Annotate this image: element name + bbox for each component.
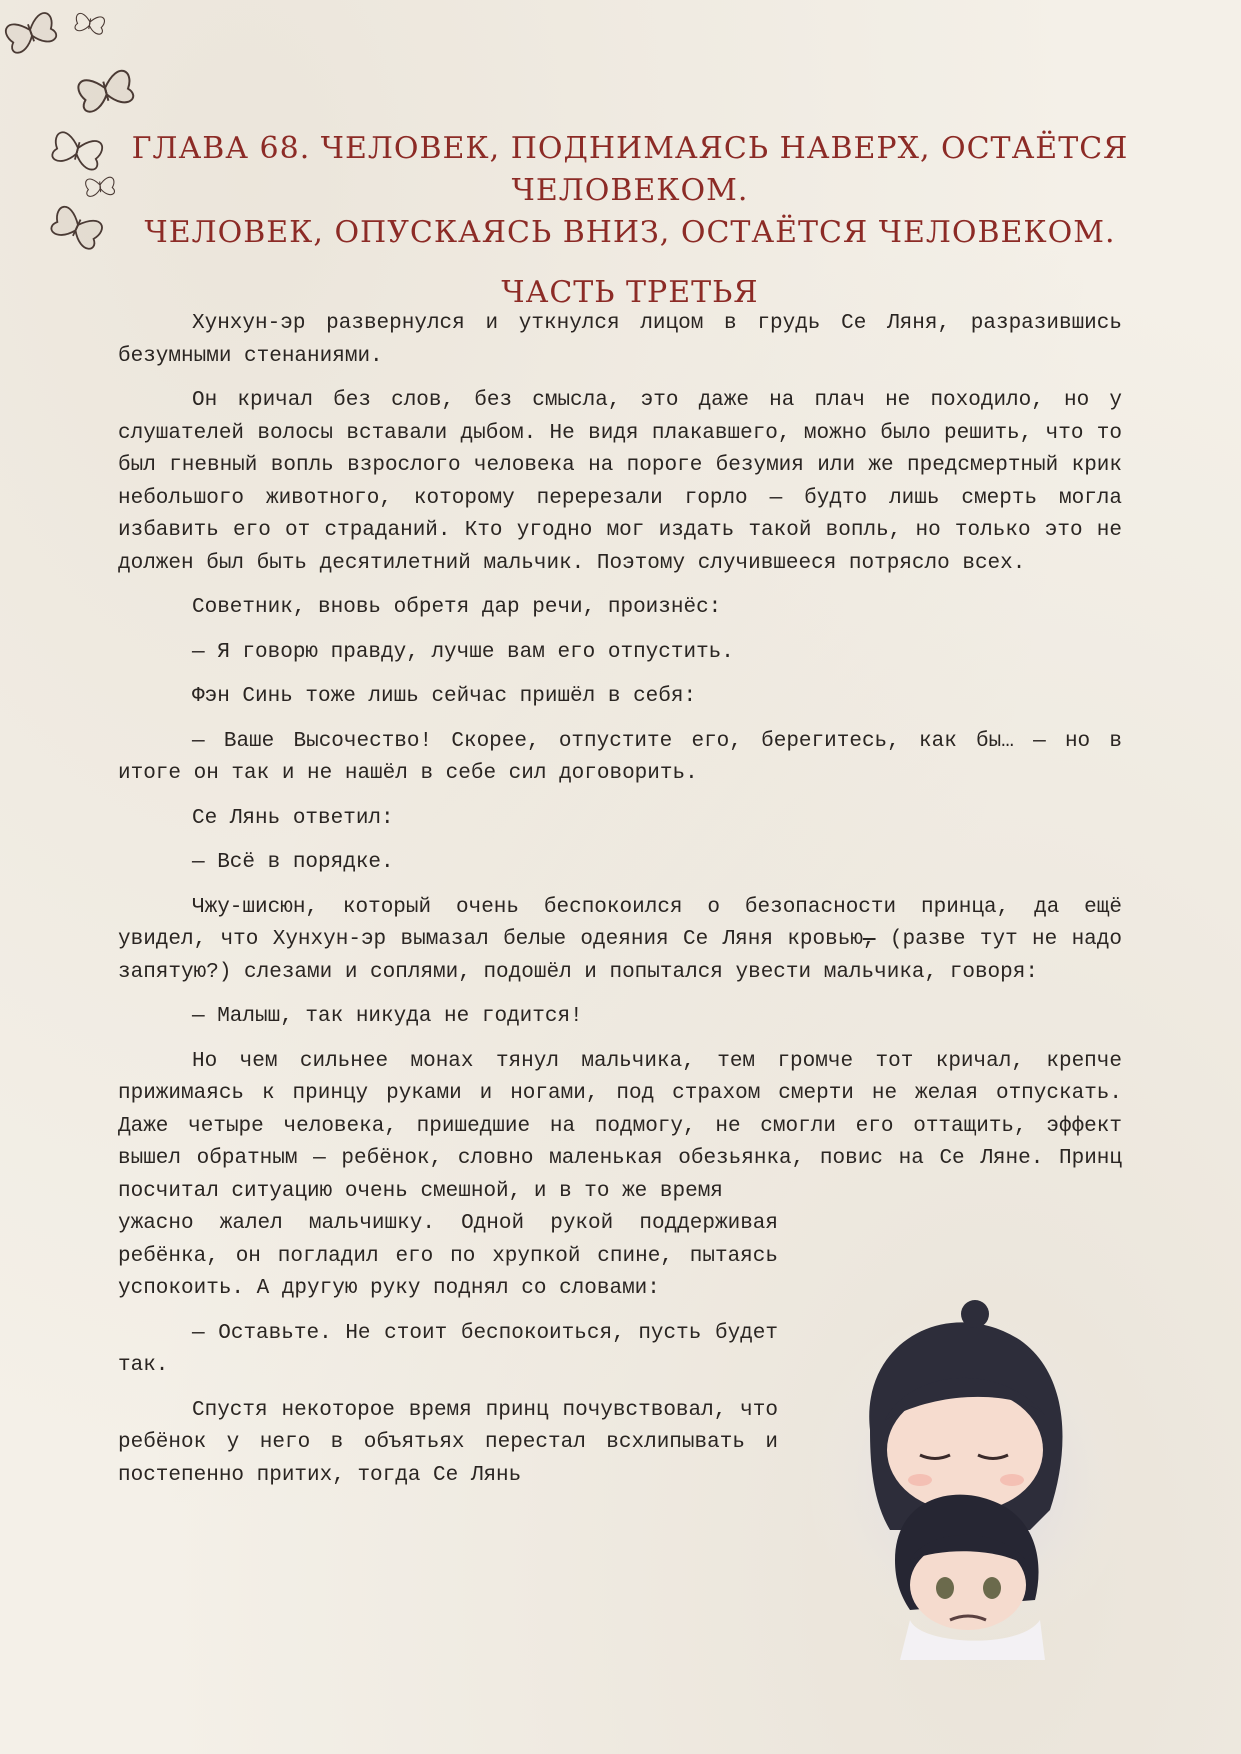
paragraph: Фэн Синь тоже лишь сейчас пришёл в себя: <box>192 685 697 708</box>
paragraph: ужасно жалел мальчишку. Одной рукой поддерживая ребёнка, он погладил его по хрупкой спине, пытаясь успокоить. А другую руку поднял со словами: <box>118 1212 778 1300</box>
title-part: ЧАСТЬ ТРЕТЬЯ <box>501 275 759 310</box>
paragraph: — Оставьте. Не стоит беспокоиться, пусть будет так. <box>118 1321 778 1377</box>
paragraph: — Всё в порядке. <box>192 851 394 874</box>
paragraph-text: (разве тут не надо запятую?) слезами и соплями, подошёл и попытался увести мальчика, говоря: <box>118 928 1122 984</box>
paragraph: Се Лянь ответил: <box>192 806 394 830</box>
paragraph: — Ваше Высочество! Скорее, отпустите его, берегитесь, как бы… — но в итоге он так и не нашёл в себе сил договорить. <box>118 729 1122 785</box>
butterfly-icon <box>49 205 104 251</box>
paragraph-with-edit <box>118 892 1122 990</box>
butterfly-icon <box>4 11 58 54</box>
paragraph-text: Чжу-шисюн, который очень беспокоился о безопасности принца, да ещё увидел, что Хунхун-эр вымазал белые одеяния Се Ляня кровью <box>118 895 1122 951</box>
paragraph: Он кричал без слов, без смысла, это даже на плач не походило, но у слушателей волосы вставали дыбом. Не видя плакавшего, можно было решить, что то был гневный вопль взрослого человека на пороге безумия или же предсмертный крик небольшого животного, которому перерезали горло — будто лишь смерть могла избавить его от страданий. Кто угодно мог издать такой вопль, но только это не должен был быть десятилетний мальчик. Поэтому случившееся потрясло всех. <box>118 389 1122 575</box>
title-line-2: ЧЕЛОВЕК, ОПУСКАЯСЬ ВНИЗ, ОСТАЁТСЯ ЧЕЛОВЕКОМ. <box>144 215 1116 250</box>
paragraph: — Я говорю правду, лучше вам его отпустить. <box>192 640 734 664</box>
paragraph: — Малыш, так никуда не годится! <box>192 1005 583 1028</box>
struck-comma: , <box>862 928 876 951</box>
title-line-1: ГЛАВА 68. ЧЕЛОВЕК, ПОДНИМАЯСЬ НАВЕРХ, ОСТАЁТСЯ ЧЕЛОВЕКОМ. <box>131 131 1129 208</box>
butterfly-icon <box>77 69 135 113</box>
butterfly-icon <box>74 13 105 35</box>
chibi-illustration <box>800 1300 1130 1660</box>
paragraph: Советник, вновь обретя дар речи, произнёс: <box>192 596 722 619</box>
butterfly-icon <box>51 131 104 171</box>
paragraph: Спустя некоторое время принц почувствовал, что ребёнок у него в объятьях перестал всхлипывать и постепенно притих, тогда Се Лянь <box>118 1398 778 1487</box>
paragraph: Хунхун-эр развернулся и уткнулся лицом в грудь Се Ляня, разразившись безумными стенаниями. <box>118 312 1122 368</box>
paragraph: Но чем сильнее монах тянул мальчика, тем громче тот кричал, крепче прижимаясь к принцу руками и ногами, под страхом смерти не желая отпускать. Даже четыре человека, пришедшие на подмогу, не смогли его оттащить, эффект вышел обратным — ребёнок, словно маленькая обезьянка, повис на Се Ляне. Принц посчитал ситуацию очень смешной, и в то же время <box>118 1049 1122 1203</box>
chapter-title <box>100 128 1160 314</box>
